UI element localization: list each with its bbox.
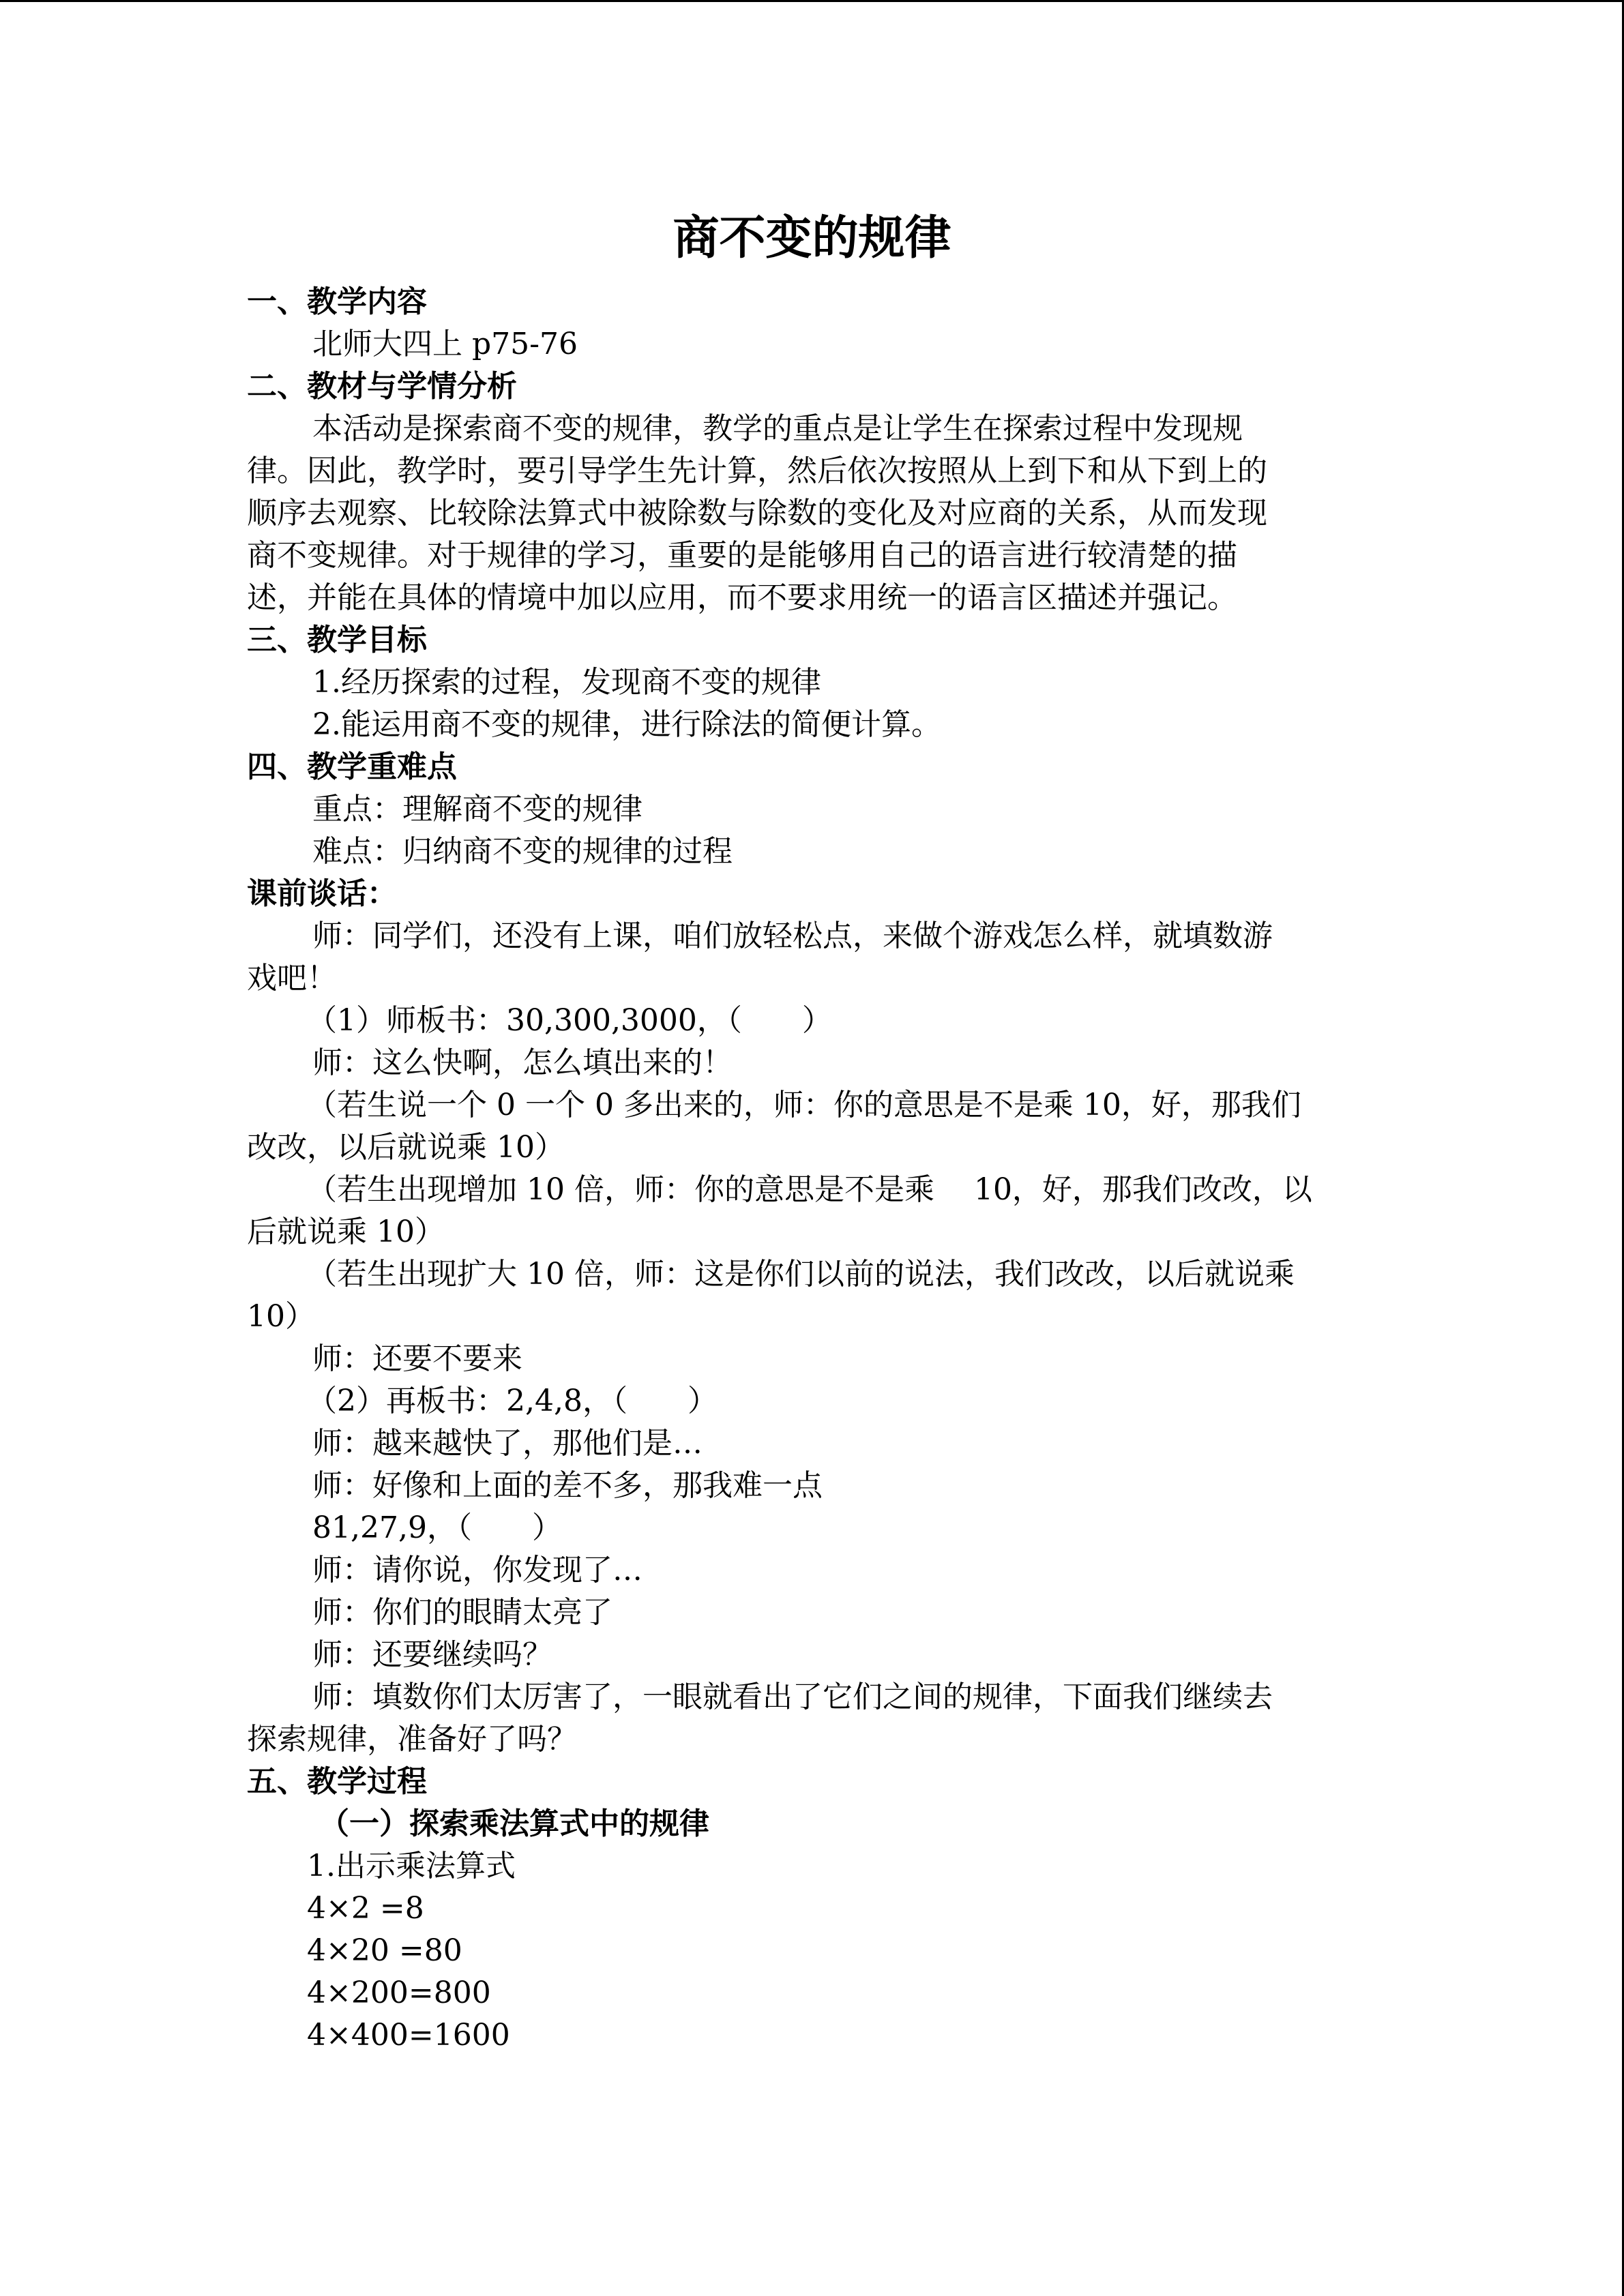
warmup-p2-line-2: 改改，以后就说乘 10）	[247, 1130, 565, 1165]
multiplication-equation: 4×2 =8	[307, 1891, 424, 1926]
analysis-line-4: 商不变规律。对于规律的学习，重要的是能够用自己的语言进行较清楚的描	[247, 538, 1237, 573]
section-heading-process: 五、教学过程	[247, 1764, 427, 1799]
warmup-p2-line-1: （若生说一个 0 一个 0 多出来的，师：你的意思是不是乘 10，好，那我们	[307, 1088, 1301, 1122]
section-heading-warmup: 课前谈话：	[247, 876, 397, 911]
objective-1: 1.经历探索的过程，发现商不变的规律	[312, 665, 821, 700]
analysis-line-3: 顺序去观察、比较除法算式中被除数与除数的变化及对应商的关系，从而发现	[247, 496, 1267, 531]
analysis-line-2: 律。因此，教学时，要引导学生先计算，然后依次按照从上到下和从下到上的	[247, 453, 1267, 488]
multiplication-equation: 4×20 =80	[307, 1933, 462, 1968]
warmup-board-3: 81,27,9，（ ）	[312, 1510, 562, 1545]
warmup-line: 师：这么快啊，怎么填出来的！	[312, 1045, 733, 1080]
warmup-line: 师：还要继续吗？	[312, 1637, 552, 1672]
warmup-p1-line-2: 戏吧！	[247, 961, 337, 996]
analysis-line-1: 本活动是探索商不变的规律，教学的重点是让学生在探索过程中发现规	[312, 411, 1243, 446]
difficult-point: 难点：归纳商不变的规律的过程	[312, 834, 733, 869]
warmup-line: 师：越来越快了，那他们是…	[312, 1426, 703, 1461]
warmup-p3-line-1: （若生出现增加 10 倍，师：你的意思是不是乘 10，好，那我们改改，以	[307, 1172, 1312, 1207]
warmup-p5-line-2: 探索规律，准备好了吗？	[247, 1722, 577, 1757]
objective-2: 2.能运用商不变的规律，进行除法的简便计算。	[312, 707, 941, 742]
page-top-border	[0, 0, 1624, 2]
warmup-p4-line-2: 10）	[247, 1299, 315, 1334]
warmup-board-2: （2）再板书：2,4,8，（ ）	[307, 1384, 718, 1418]
section-heading-key-points: 四、教学重难点	[247, 749, 457, 784]
warmup-line: 师：你们的眼睛太亮了	[312, 1595, 612, 1630]
warmup-line: 师：请你说，你发现了…	[312, 1553, 643, 1587]
page-title: 商不变的规律	[673, 211, 951, 265]
multiplication-equation: 4×200=800	[307, 1976, 491, 2010]
warmup-p4-line-1: （若生出现扩大 10 倍，师：这是你们以前的说法，我们改改，以后就说乘	[307, 1257, 1295, 1292]
warmup-p1-line-1: 师：同学们，还没有上课，咱们放轻松点，来做个游戏怎么样，就填数游	[312, 919, 1273, 953]
section-heading-analysis: 二、教材与学情分析	[247, 369, 517, 404]
warmup-board-1: （1）师板书：30,300,3000，（ ）	[307, 1003, 832, 1038]
warmup-line: 师：好像和上面的差不多，那我难一点	[312, 1468, 823, 1503]
multiplication-equation: 4×400=1600	[307, 2018, 510, 2053]
warmup-p5-line-1: 师：填数你们太厉害了，一眼就看出了它们之间的规律，下面我们继续去	[312, 1680, 1273, 1714]
warmup-p3-line-2: 后就说乘 10）	[247, 1214, 445, 1249]
key-point: 重点：理解商不变的规律	[312, 792, 643, 826]
warmup-line: 师：还要不要来	[312, 1341, 522, 1376]
section-heading-teaching-content: 一、教学内容	[247, 284, 427, 319]
analysis-line-5: 述，并能在具体的情境中加以应用，而不要求用统一的语言区描述并强记。	[247, 580, 1237, 615]
textbook-reference: 北师大四上 p75-76	[312, 327, 578, 361]
document-body	[247, 281, 1379, 2057]
process-subheading: （一）探索乘法算式中的规律	[319, 1806, 709, 1841]
section-heading-objectives: 三、教学目标	[247, 623, 427, 657]
process-step-1: 1.出示乘法算式	[307, 1849, 516, 1883]
